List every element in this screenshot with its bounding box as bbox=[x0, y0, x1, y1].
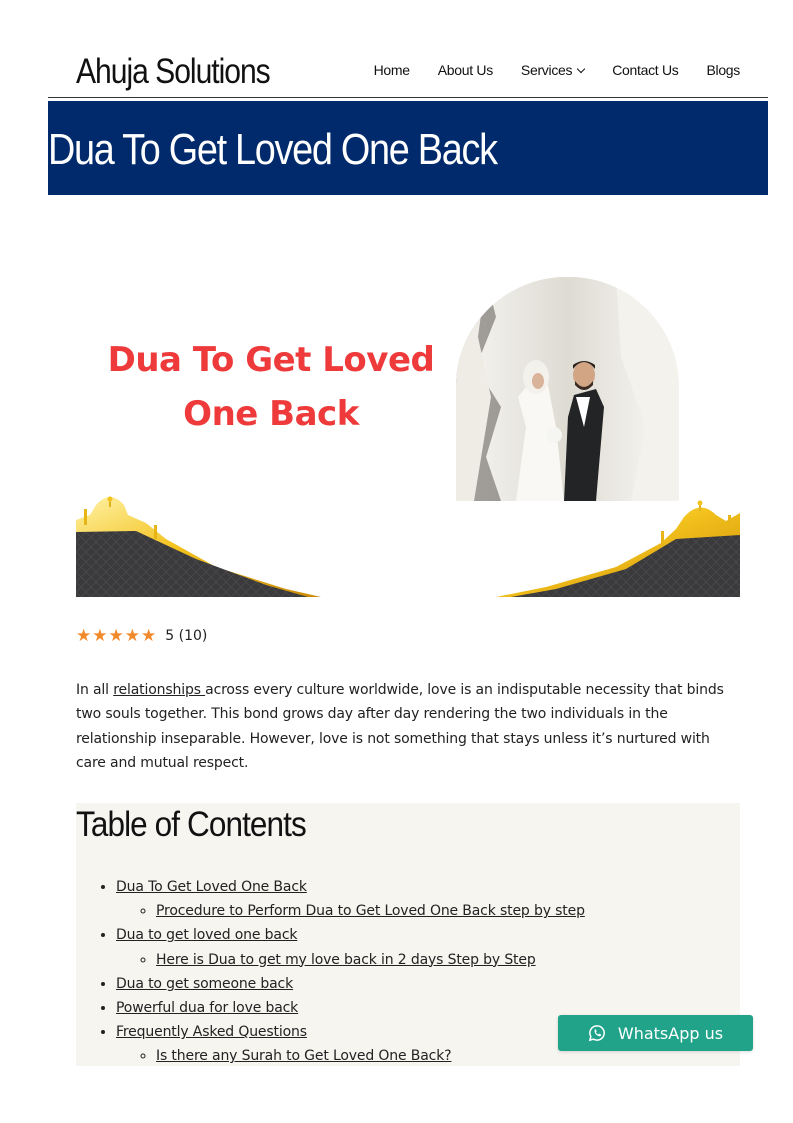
toc-list bbox=[76, 875, 585, 1069]
whatsapp-label: WhatsApp us bbox=[617, 1023, 724, 1043]
whatsapp-icon bbox=[588, 1024, 606, 1042]
relationships-link[interactable]: relationships bbox=[113, 682, 206, 698]
toc-sublink[interactable]: Here is Dua to get my love back in 2 days Step by Step bbox=[156, 951, 536, 968]
nav-contact-us[interactable]: Contact Us bbox=[612, 62, 679, 78]
site-title[interactable]: Ahuja Solutions bbox=[76, 52, 270, 91]
page-title: Dua To Get Loved One Back bbox=[48, 125, 497, 174]
featured-title-line-1: Dua To Get Loved bbox=[107, 340, 435, 380]
toc-item bbox=[116, 996, 585, 1020]
featured-title-line-2: One Back bbox=[183, 394, 359, 434]
toc-item bbox=[116, 1020, 585, 1068]
main-nav bbox=[374, 62, 740, 78]
star-icon[interactable]: ★ bbox=[92, 626, 108, 646]
star-rating[interactable] bbox=[76, 627, 207, 645]
mosque-gold-wave-decoration bbox=[76, 277, 740, 597]
intro-text-start: In all bbox=[76, 682, 114, 698]
nav-services[interactable] bbox=[521, 62, 584, 78]
site-header bbox=[48, 40, 768, 98]
toc-subitem bbox=[156, 948, 585, 972]
toc-link[interactable]: Dua to get loved one back bbox=[116, 927, 298, 944]
star-icon[interactable]: ★ bbox=[124, 626, 140, 646]
toc-link[interactable]: Dua to get someone back bbox=[116, 975, 294, 992]
toc-subitem bbox=[156, 899, 585, 923]
chevron-down-icon bbox=[577, 64, 585, 72]
whatsapp-button[interactable] bbox=[558, 1015, 753, 1051]
toc-item bbox=[116, 972, 585, 996]
nav-blogs[interactable]: Blogs bbox=[706, 62, 740, 78]
page-hero bbox=[48, 101, 768, 195]
intro-paragraph bbox=[76, 678, 742, 775]
toc-sublink[interactable]: Is there any Surah to Get Loved One Back? bbox=[156, 1048, 452, 1065]
toc-subitem bbox=[156, 1044, 585, 1068]
nav-services-label: Services bbox=[520, 62, 573, 78]
toc-item bbox=[116, 923, 585, 971]
rating-score: 5 (10) bbox=[165, 628, 208, 644]
intro-text-rest: across every culture worldwide, love is an indisputable necessity that binds two souls together. This bond grows day after day rendering the two individuals in the relationship inseparable. However, love is not something that stays unless it’s nurtured with care and mutual respect. bbox=[76, 682, 724, 771]
nav-home[interactable]: Home bbox=[373, 62, 410, 78]
star-icon[interactable]: ★ bbox=[141, 626, 157, 646]
rating-stars bbox=[76, 627, 156, 645]
featured-image bbox=[76, 277, 740, 597]
star-icon[interactable]: ★ bbox=[76, 626, 92, 646]
toc-link[interactable]: Dua To Get Loved One Back bbox=[116, 879, 307, 895]
toc-title: Table of Contents bbox=[76, 805, 306, 844]
toc-item bbox=[116, 875, 585, 923]
toc-sublink[interactable]: Procedure to Perform Dua to Get Loved One Back step by step bbox=[156, 903, 585, 920]
toc-link[interactable]: Frequently Asked Questions bbox=[116, 1024, 307, 1041]
nav-about-us[interactable]: About Us bbox=[437, 62, 493, 78]
toc-link[interactable]: Powerful dua for love back bbox=[116, 1000, 299, 1017]
star-icon[interactable]: ★ bbox=[108, 626, 124, 646]
